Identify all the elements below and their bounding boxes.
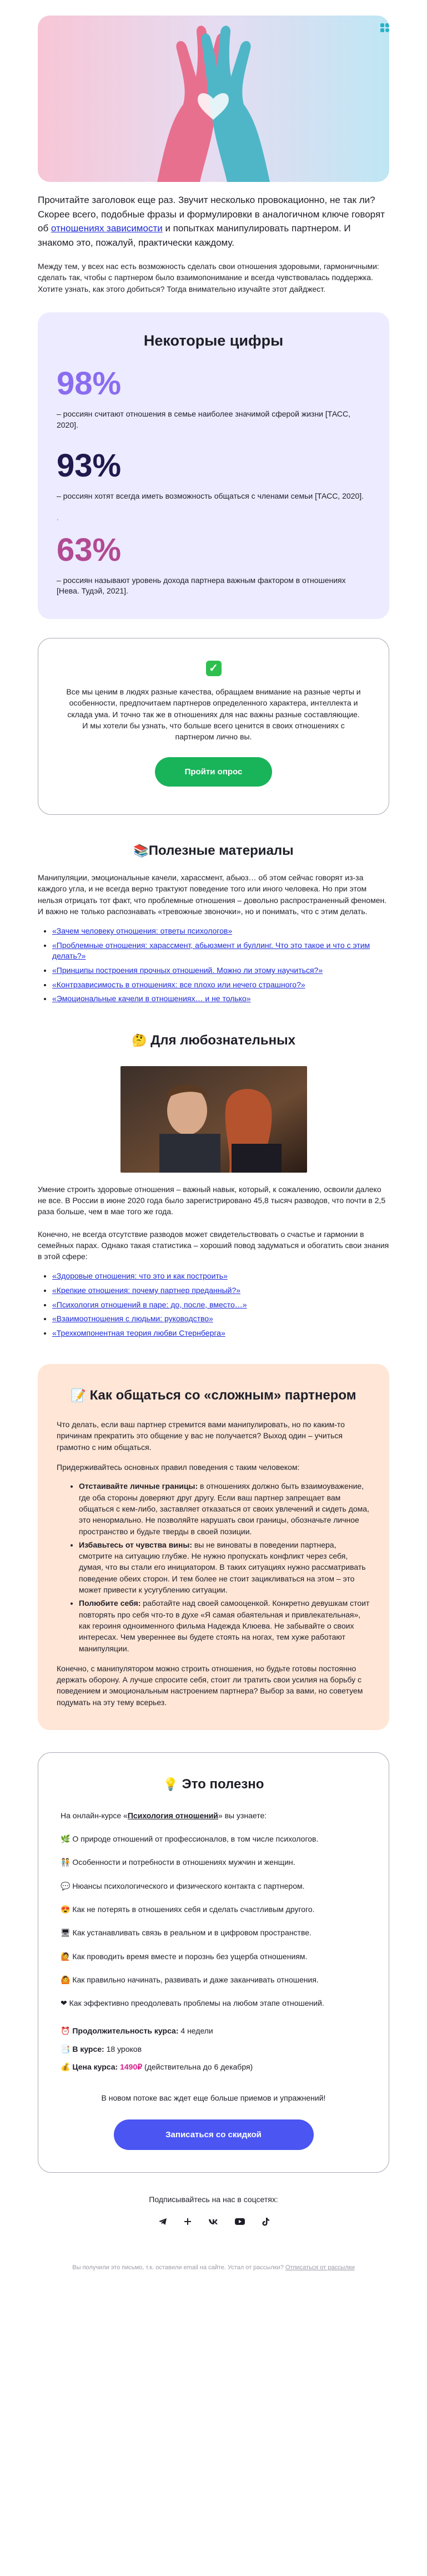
material-link[interactable]: «Контрзависимость в отношениях: все плохо или нечего страшного?» [52,980,305,989]
couple-photo [120,1066,307,1173]
stat-text: – россиян хотят всегда иметь возможность общаться с членами семьи [ТАСС, 2020]. [57,491,364,500]
list-item [52,965,389,976]
course-duration: ⏰ Продолжительность курса: 4 недели [61,2026,213,2036]
social-title: Подписывайтесь на нас в соцсетях: [149,2195,278,2204]
material-link[interactable]: «Эмоциональные качели в отношениях… и не только» [52,994,251,1003]
speech-icon: 💬 [61,1881,71,1890]
intro-lead: Прочитайте заголовок еще раз. Звучит несколько провокационно, не так ли? Скорее всего, подобные фразы и формулировки в аналогичном ключе говорят об отношениях зависимости и попытках манипулировать партнером. И знакомо это, пожалуй, практически каждому. [38,195,385,248]
document-icon: 📑 [61,2044,71,2053]
material-link[interactable]: «Принципы построения прочных отношений. Можно ли этому научиться?» [52,966,323,975]
list-item [52,940,389,962]
material-link[interactable]: «Зачем человеку отношения: ответы психологов» [52,926,233,936]
computer-icon: 🖥 [61,1928,71,1938]
hard-text-1: Что делать, если ваш партнер стремится вами манипулировать, но по каким-то причинам прекратить это общение у вас не получается? Выход один – учиться грамотно с ним общаться. [57,1420,345,1452]
books-icon: 📚 [133,844,149,858]
course-point: 🖥 Как устанавливать связь в реальном и в цифровом пространстве. [61,1928,312,1938]
course-point: 💬 Нюансы психологического и физического контакта с партнером. [61,1881,305,1890]
thinking-face-icon: 🤔 [132,1033,147,1047]
course-price: 💰 Цена курса: 1490₽ (действительна до 6 декабря) [61,2062,253,2072]
curious-title: 🤔 Для любознательных [132,1032,295,1048]
curious-link[interactable]: «Здоровые отношения: что это и как построить» [52,1271,228,1281]
checkmark-icon: ✓ [206,661,222,676]
useful-card [38,1752,389,2173]
numbers-title: Некоторые цифры [143,332,284,349]
curious-link[interactable]: «Трехкомпонентная теория любви Стернберга» [52,1328,225,1337]
curious-links [38,1271,389,1338]
dependency-link[interactable]: отношениях зависимости [51,223,163,234]
material-link[interactable]: «Проблемные отношения: харассмент, абьюзмент и буллинг. Что это такое и что с этим делать?» [52,940,370,961]
stat-item [57,449,370,501]
curious-text-2: Конечно, не всегда отсутствие разводов может свидетельствовать о счастье и гармонии в семейных парах. Однако такая статистика – хороший повод задуматься и обогатить свои знания в этой сфере: [38,1229,389,1261]
course-note: В новом потоке вас ждет еще больше приемов и упражнений! [101,2093,326,2103]
list-item [52,1271,389,1282]
hero-banner [38,16,389,182]
numbers-block [38,312,389,619]
materials-links [38,926,389,1005]
course-point: ❤ Как эффективно преодолевать проблемы на любом этапе отношений. [61,1999,324,2008]
heart-icon: ❤ [61,1999,67,2008]
curious-link[interactable]: «Взаимоотношения с людьми: руководство» [52,1314,213,1324]
course-point: 🌿 О природе отношений от профессионалов, в том числе психологов. [61,1834,319,1844]
materials-title: 📚Полезные материалы [133,843,294,859]
youtube-icon[interactable] [234,2217,245,2230]
hands-heart-illustration [38,16,389,182]
list-item [52,1314,389,1325]
plus-icon[interactable] [183,2217,192,2230]
people-icon: 🧑‍🤝‍🧑 [61,1858,71,1867]
leaf-icon: 🌿 [61,1834,71,1844]
tiktok-icon[interactable] [261,2217,270,2230]
alarm-clock-icon: ⏰ [61,2026,71,2036]
course-point: 🧑‍🤝‍🧑 Особенности и потребности в отношениях мужчин и женщин. [61,1858,295,1867]
course-point: 🙆 Как правильно начинать, развивать и даже заканчивать отношения. [61,1975,319,1984]
materials-text: Манипуляции, эмоциональные качели, харассмент, абьюз… об этом сейчас говорят из-за каждого угла, и не всегда верно трактуют поведение того или иного человека. Но при этом нельзя отрицать тот факт, что проблемные отношения – довольно распространенный феномен. И важно не только распознавать «тревожные звоночки», но и понимать, что с этим делать. [38,873,387,916]
list-item [52,926,389,937]
take-survey-button[interactable]: Пройти опрос [155,757,273,787]
course-point: 🙋 Как проводить время вместе и порознь без ущерба отношениям. [61,1951,308,1961]
course-lessons: 📑 В курсе: 18 уроков [61,2044,142,2053]
telegram-icon[interactable] [158,2217,168,2230]
stat-text: – россиян называют уровень дохода партнера важным фактором в отношениях [Нева. Тудэй, 2021]. [57,575,346,596]
stat-value: 98% [57,366,122,402]
stat-text: – россиян считают отношения в семье наиболее значимой сферой жизни [ТАСС, 2020]. [57,409,350,429]
vk-icon[interactable] [208,2217,219,2230]
raising-hand-icon: 🙋 [61,1951,71,1961]
list-item [52,993,389,1005]
hard-text-3: Конечно, с манипулятором можно строить отношения, но будьте готовы постоянно держать оборону. А лучше спросите себя, стоит ли тратить свои усилия на борьбу с поведением и эмоциональным настроением партнера? Выбор за вами, но советуем подумать на эту тему всерьез. [57,1664,363,1707]
unsubscribe-link[interactable]: Отписаться от рассылки [285,2264,355,2271]
list-item [52,980,389,991]
ok-gesture-icon: 🙆 [61,1975,71,1984]
hard-title: 📝 Как общаться со «сложным» партнером [71,1388,356,1403]
stat-item [57,531,370,597]
rules-list [57,1480,370,1654]
footer: Вы получили это письмо, т.к. оставили email на сайте. Устал от рассылки? Отписаться от рассылки [72,2264,355,2271]
intro-second: Между тем, у всех нас есть возможность сделать свои отношения здоровыми, гармоничными: сделать так, чтобы с партнером было взаимопонимание и всегда чувствовалась поддержка. Хотите узнать, как этого добиться? Тогда внимательно изучайте этот дайджест. [38,262,379,293]
list-item: • Избавьтесь от чувства вины: вы не виноваты в поведении партнера, смотрите на ситуацию глубже. Не нужно пропускать конфликт через себя, думая, что вы стали его инициатором. В таких ситуациях нужно рассматривать поведение обеих сторон. И тем более не стоит зацикливаться на этом – это может привести к усугублению ситуации. [79,1539,370,1595]
list-item [52,1328,389,1339]
stat-value: 63% [57,531,122,568]
hard-text-2: Придерживайтесь основных правил поведения с таким человеком: [57,1463,300,1472]
course-link[interactable]: Психология отношений [127,1811,218,1820]
curious-link[interactable]: «Крепкие отношения: почему партнер преданный?» [52,1286,241,1295]
survey-card [38,638,389,815]
curious-text-1: Умение строить здоровые отношения – важный навык, который, к сожалению, освоили далеко не все. В России в июне 2020 года было зарегистрировано 45,8 тысяч разводов, что почти в 2,5 раза больше, чем в мае того же года. [38,1184,386,1216]
list-item: • Отстаивайте личные границы: в отношениях должно быть взаимоуважение, где оба стороны доверяют друг другу. Если ваш партнер запрещает вам общаться с кем-либо, заставляет отказаться от своих увлечений и сидеть дома, это ненормально. Не позволяйте нарушать свои границы, обозначьте личное пространство и будьте тверды в своей позиции. [79,1480,370,1537]
heart-eyes-icon: 😍 [61,1905,71,1914]
curious-link[interactable]: «Психология отношений в паре: до, после, вместо…» [52,1300,247,1309]
stat-value: 93% [57,448,122,484]
stat-item [57,367,370,430]
survey-text: Все мы ценим в людях разные качества, обращаем внимание на разные черты и особенности, предпочитаем партнеров определенного характера, интеллекта и склада ума. И точно так же в отношениях для нас важны разные составляющие. И мы хотели бы узнать, что больше всего ценится в своих отношениях с партнером лично вы. [66,687,361,742]
list-item [52,1285,389,1296]
light-bulb-icon: 💡 [163,1777,178,1792]
enroll-discount-button[interactable]: Записаться со скидкой [114,2119,314,2151]
useful-title: 💡 Это полезно [163,1777,264,1792]
stat-divider: , [57,513,59,521]
list-item [52,1300,389,1311]
list-item: • Полюбите себя: работайте над своей самооценкой. Конкретно девушкам стоит повторять про себя что-то в духе «Я самая обаятельная и привлекательная», как героиня одноименного фильма Надежда Клюева. Не забывайте о своих интересах. Чем увереннее вы будете стоять на ногах, тем хуже работают манипуляции. [79,1598,370,1654]
course-point: 😍 Как не потерять в отношениях себя и сделать счастливым другого. [61,1905,315,1914]
course-lead: На онлайн-курсе «Психология отношений» вы узнаете: [61,1811,267,1820]
social-links [38,2217,389,2230]
hard-partner-block [38,1364,389,1730]
memo-icon: 📝 [71,1388,86,1403]
money-bag-icon: 💰 [61,2062,71,2072]
